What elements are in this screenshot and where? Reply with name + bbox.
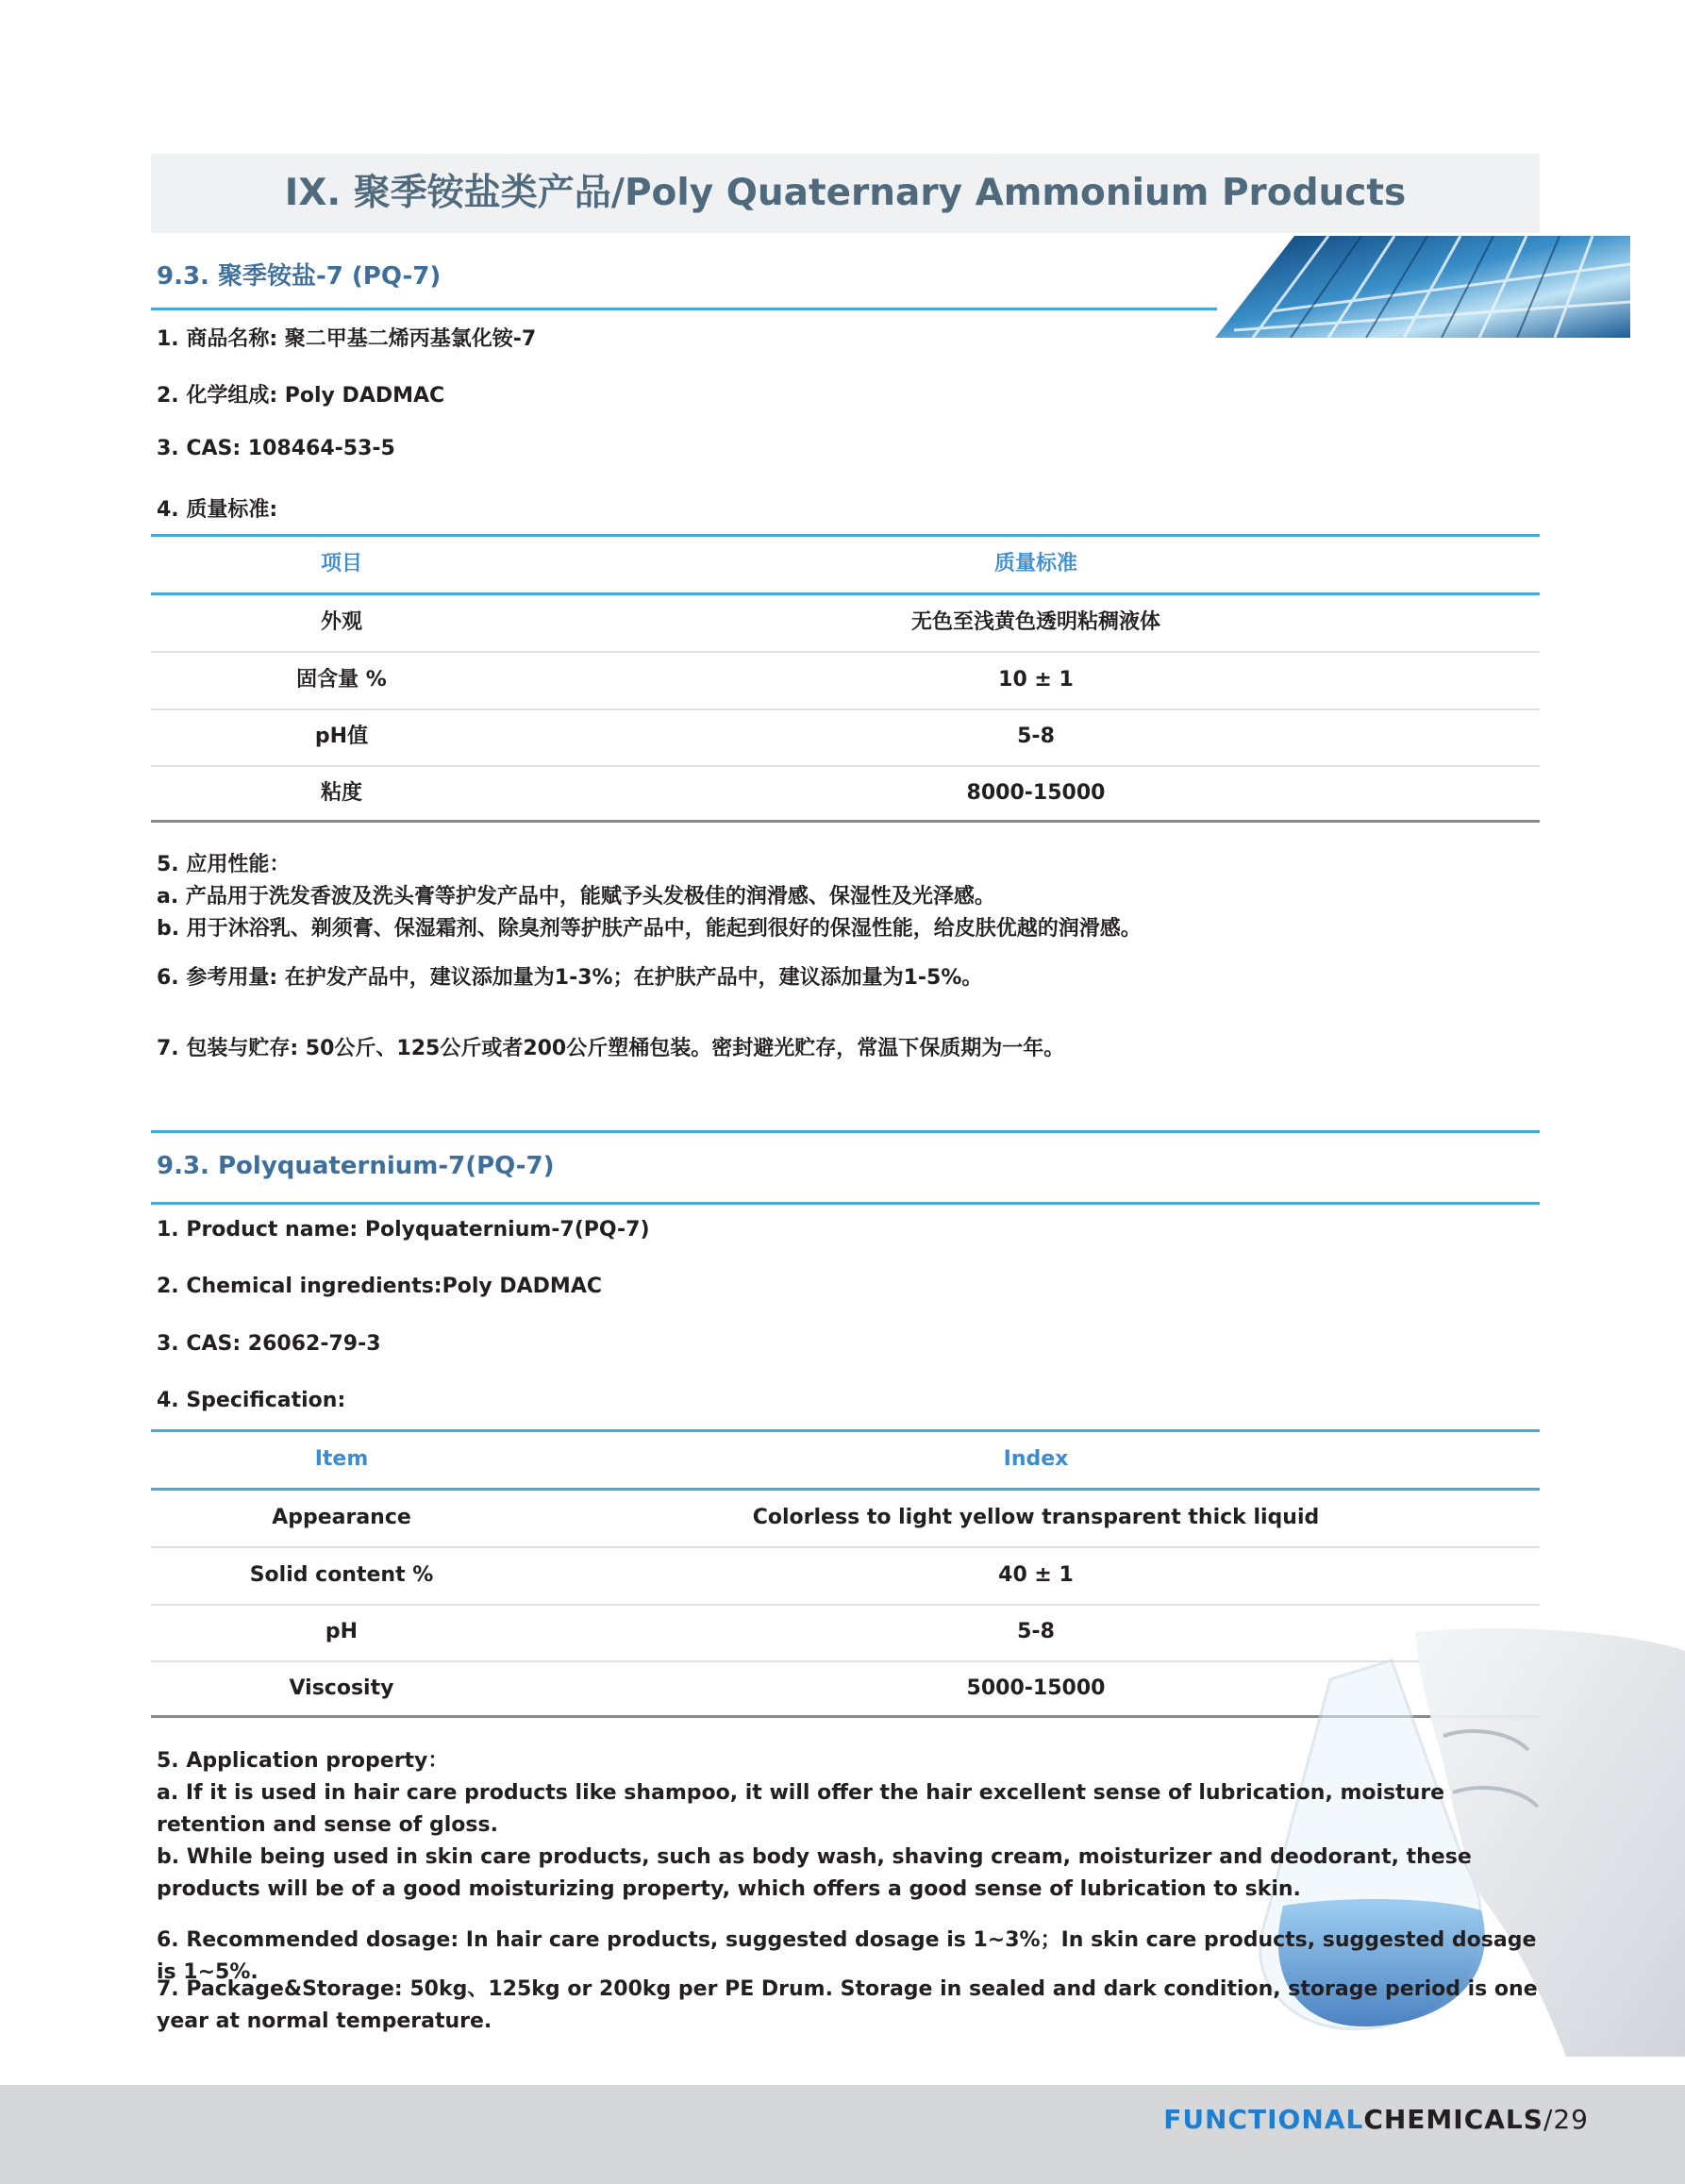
application-item: a. 产品用于洗发香波及洗头膏等护发产品中，能赋予头发极佳的润滑感、保湿性及光泽感。 bbox=[157, 885, 995, 909]
field-quality-standard: 4. 质量标准: bbox=[157, 498, 278, 522]
table-cell: Solid content % bbox=[249, 1563, 434, 1587]
table-row bbox=[151, 709, 1540, 765]
section-rule bbox=[151, 308, 1217, 310]
dosage-en: 6. Recommended dosage: In hair care products, suggested dosage is 1~3%；In skin care products, suggested dosage is 1~5%. bbox=[157, 1928, 1537, 1984]
table-header-item: 项目 bbox=[320, 552, 362, 575]
table-row bbox=[151, 765, 1540, 822]
table-header-row bbox=[151, 536, 1540, 592]
table-row bbox=[151, 652, 1540, 709]
table-header-index: Index bbox=[1003, 1447, 1069, 1471]
application-item: b. 用于沐浴乳、剃须膏、保湿霜剂、除臭剂等护肤产品中，能起到很好的保湿性能，给皮肤优越的润滑感。 bbox=[157, 917, 1142, 941]
field-cas: 3. CAS: 108464-53-5 bbox=[157, 437, 395, 460]
section-heading-en: 9.3. Polyquaternium-7(PQ-7) bbox=[157, 1152, 555, 1180]
table-row bbox=[151, 594, 1540, 651]
table-cell: 粘度 bbox=[320, 781, 362, 805]
table-cell: pH值 bbox=[314, 725, 369, 748]
table-cell: 40 ± 1 bbox=[998, 1563, 1074, 1587]
application-title: 5. 应用性能： bbox=[157, 853, 291, 876]
application-item: a. If it is used in hair care products like shampoo, it will offer the hair excellent sense of lubrication, moisture retention and sense of gloss. bbox=[157, 1781, 1445, 1837]
field-product-name: 1. Product name: Polyquaternium-7(PQ-7) bbox=[157, 1218, 650, 1242]
table-cell: 10 ± 1 bbox=[998, 668, 1074, 692]
table-cell: Viscosity bbox=[289, 1676, 394, 1700]
page-title: IX. 聚季铵盐类产品/Poly Quaternary Ammonium Products bbox=[284, 172, 1407, 214]
footer-brand-chemicals: CHEMICALS bbox=[1363, 2104, 1543, 2135]
footer-brand-functional: FUNCTIONAL bbox=[1163, 2104, 1364, 2135]
field-product-name: 1. 商品名称: 聚二甲基二烯丙基氯化铵-7 bbox=[157, 327, 537, 351]
application-block-cn bbox=[157, 849, 1540, 945]
table-row bbox=[151, 1490, 1540, 1546]
table-cell: 外观 bbox=[320, 610, 362, 634]
field-chemical-ingredients: 2. Chemical ingredients:Poly DADMAC bbox=[157, 1275, 603, 1298]
dosage-cn: 6. 参考用量: 在护发产品中，建议添加量为1-3%；在护肤产品中，建议添加量为1-5%。 bbox=[157, 966, 983, 990]
package-en: 7. Package&Storage: 50kg、125kg or 200kg per PE Drum. Storage in sealed and dark condition, storage period is one year at normal temperature. bbox=[157, 1977, 1538, 2033]
table-cell: 5-8 bbox=[1017, 725, 1055, 748]
application-title: 5. Application property： bbox=[157, 1749, 449, 1773]
page-number: /29 bbox=[1543, 2104, 1589, 2135]
table-cell: 8000-15000 bbox=[966, 781, 1106, 805]
table-header-standard: 质量标准 bbox=[993, 552, 1077, 575]
table-cell: 5-8 bbox=[1017, 1620, 1055, 1643]
application-block-en bbox=[157, 1745, 1540, 1906]
table-rule bbox=[151, 820, 1540, 823]
section-heading-cn: 9.3. 聚季铵盐-7 (PQ-7) bbox=[157, 262, 442, 291]
table-row bbox=[151, 1547, 1540, 1604]
table-cell: Appearance bbox=[272, 1506, 411, 1529]
field-specification: 4. Specification: bbox=[157, 1389, 346, 1412]
table-cell: Colorless to light yellow transparent thick liquid bbox=[752, 1506, 1320, 1529]
application-item: b. While being used in skin care products, such as body wash, shaving cream, moisturizer and deodorant, these products will be of a good moisturizing property, which offers a good sense of lubrication to skin. bbox=[157, 1845, 1472, 1901]
table-cell: 无色至浅黄色透明粘稠液体 bbox=[910, 610, 1160, 634]
table-cell: 固含量 % bbox=[296, 668, 387, 692]
field-chemical-composition: 2. 化学组成: Poly DADMAC bbox=[157, 384, 445, 408]
table-cell: pH bbox=[325, 1620, 359, 1643]
table-cell: 5000-15000 bbox=[966, 1676, 1106, 1700]
table-header-item: Item bbox=[314, 1447, 369, 1471]
package-cn: 7. 包装与贮存: 50公斤、125公斤或者200公斤塑桶包装。密封避光贮存，常温下保质期为一年。 bbox=[157, 1037, 1065, 1060]
footer-brand bbox=[1163, 2104, 1589, 2135]
section-rule bbox=[151, 1202, 1540, 1205]
section-rule bbox=[151, 1130, 1540, 1133]
glass-building-image bbox=[1215, 236, 1630, 338]
table-header-row bbox=[151, 1431, 1540, 1488]
field-cas: 3. CAS: 26062-79-3 bbox=[157, 1332, 381, 1356]
